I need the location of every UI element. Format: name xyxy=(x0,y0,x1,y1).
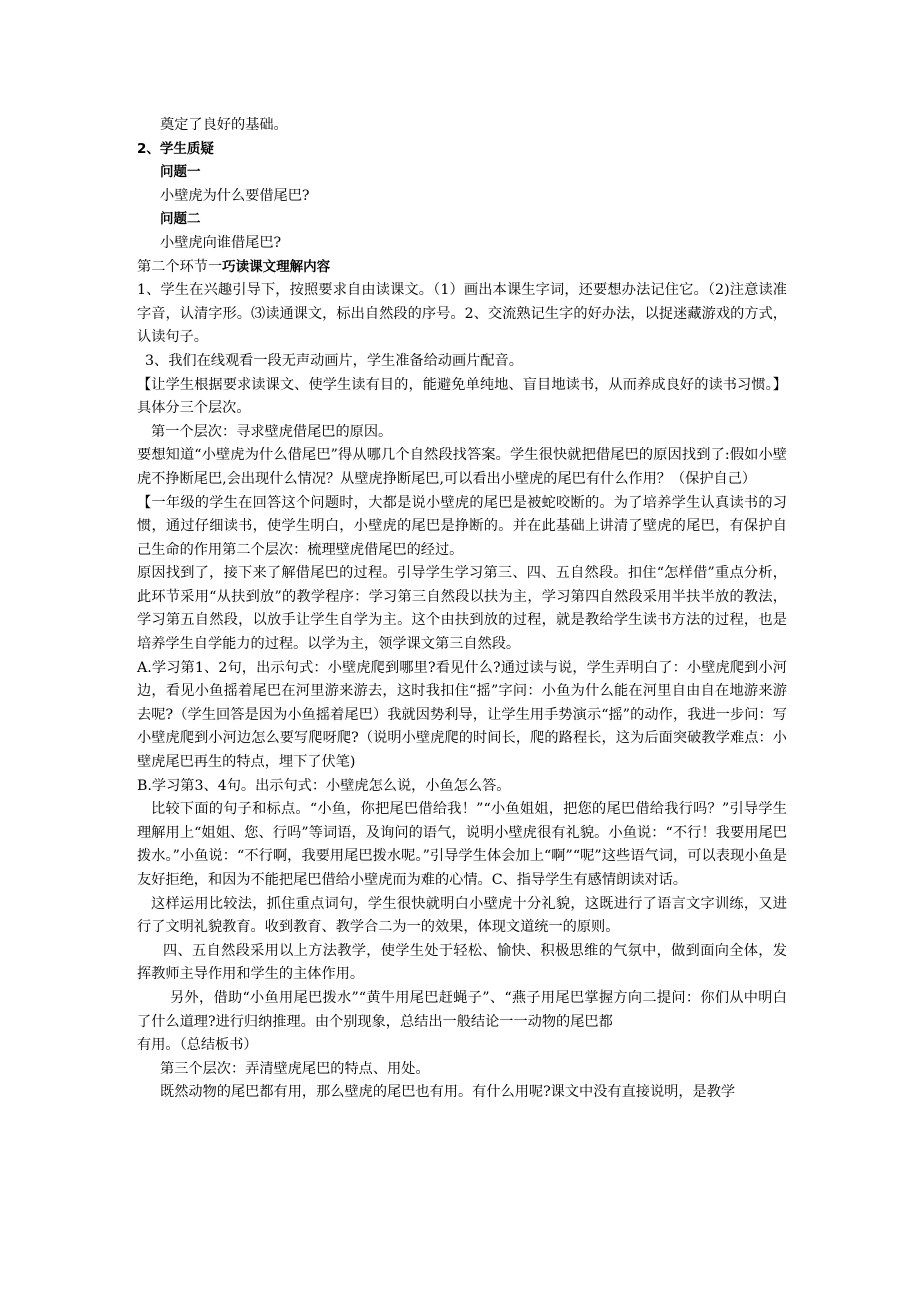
paragraph: B.学习第3、4句。出示句式：小壁虎怎么说，小鱼怎么答。 xyxy=(137,777,511,794)
paragraph: 第三个层次：弄清壁虎尾巴的特点、用处。 xyxy=(160,1060,430,1077)
paragraph: 1、学生在兴趣引导下，按照要求自由读课文。（1）画出本课生字词，还要想办法记住它。（2)注意读准字音，认清字形。⑶读通课文，标出自然段的序号。2、交流熟记生字的好办法，以捉迷藏游戏的方式，认读句子。 xyxy=(137,282,787,346)
paragraph: 【让学生根据要求读课文、使学生读有目的，能避免单纯地、盲目地读书，从而养成良好的读书习惯。】具体分三个层次。 xyxy=(137,376,787,417)
section-title-bold: 巧读课文理解内容 xyxy=(222,258,331,275)
paragraph: 另外，借助“小鱼用尾巴拨水”“黄牛用尾巴赶蝇子”、“燕子用尾巴掌握方向二提问：你们从中明白了什么道理?进行归纳推理。由个别现象，总结出一般结论一一动物的尾巴都 xyxy=(137,989,787,1030)
question-heading-2: 问题二 xyxy=(160,211,201,228)
section-title xyxy=(137,256,787,280)
document-body xyxy=(137,114,787,1105)
question-heading-1: 问题一 xyxy=(160,164,201,181)
section-heading: 2、学生质疑 xyxy=(137,140,214,157)
paragraph: 要想知道“小壁虎为什么借尾巴”得从哪几个自然段找答案。学生很快就把借尾巴的原因找到了:假如小壁虎不挣断尾巴,会出现什么情况？从壁虎挣断尾巴,可以看出小壁虎的尾巴有什么作用？（保护自己） xyxy=(137,447,787,487)
paragraph: 第一个层次：寻求壁虎借尾巴的原因。 xyxy=(151,423,393,440)
paragraph: 有用。（总结板书） xyxy=(137,1037,258,1054)
paragraph: 这样运用比较法，抓住重点词句，学生很快就明白小壁虎十分礼貌，这既进行了语言文字训练，又进行了文明礼貌教育。收到教育、教学合二为一的效果，体现文道统一的原则。 xyxy=(137,895,787,936)
paragraph: 原因找到了，接下来了解借尾巴的过程。引导学生学习第三、四、五自然段。扣住“怎样借”重点分析，此环节采用“从扶到放”的教学程序：学习第三自然段以扶为主，学习第四自然段采用半扶半放的教法，学习第五自然段，以放手让学生自学为主。这个由扶到放的过程，就是教给学生读书方法的过程，也是培养学生自学能力的过程。以学为主，领学课文第三自然段。 xyxy=(137,565,787,653)
question-text-1: 小壁虎为什么要借尾巴? xyxy=(160,187,310,204)
paragraph: 比较下面的句子和标点。“小鱼，你把尾巴借给我！”“小鱼姐姐，把您的尾巴借给我行吗？”引导学生理解用上“姐姐、您、行吗”等词语，及询问的语气，说明小壁虎很有礼貌。小鱼说：“不行！我要用尾巴拨水。”小鱼说：“不行啊，我要用尾巴拨水呢。”引导学生体会加上“啊”“呢”这些语气词，可以表现小鱼是友好拒绝，和因为不能把尾巴借给小壁虎而为难的心情。C、指导学生有感情朗读对话。 xyxy=(137,801,787,888)
paragraph: 四、五自然段采用以上方法教学，使学生处于轻松、愉快、积极思维的气氛中，做到面向全体，发挥教师主导作用和学生的主体作用。 xyxy=(137,942,787,983)
paragraph: 【一年级的学生在回答这个问题时，大都是说小壁虎的尾巴是被蛇咬断的。为了培养学生认真读书的习惯，通过仔细读书，使学生明白，小壁虎的尾巴是挣断的。并在此基础上讲清了壁虎的尾巴，有保护自己生命的作用第二个层次：梳理壁虎借尾巴的经过。 xyxy=(137,494,787,558)
paragraph: A.学习第1、2句，出示句式：小壁虎爬到哪里?看见什么?通过读与说，学生弄明白了：小壁虎爬到小河边，看见小鱼摇着尾巴在河里游来游去，这时我扣住“摇”字问：小鱼为什么能在河里自由自在地游来游去呢?（学生回答是因为小鱼摇着尾巴）我就因势利导，让学生用手势演示“摇”的动作，我进一步问：写小壁虎爬到小河边怎么要写爬呀爬?（说明小壁虎爬的时间长，爬的路程长，这为后面突破教学难点：小壁虎尾巴再生的特点，埋下了伏笔) xyxy=(137,659,787,771)
text-line: 奠定了良好的基础。 xyxy=(160,117,288,133)
question-text-2: 小壁虎向谁借尾巴? xyxy=(160,234,282,251)
paragraph: 既然动物的尾巴都有用，那么壁虎的尾巴也有用。有什么用呢?课文中没有直接说明，是教学 xyxy=(160,1084,736,1101)
paragraph: 3、我们在线观看一段无声动画片，学生准备给动画片配音。 xyxy=(145,352,523,369)
section-title-prefix: 第二个环节一 xyxy=(137,258,223,275)
